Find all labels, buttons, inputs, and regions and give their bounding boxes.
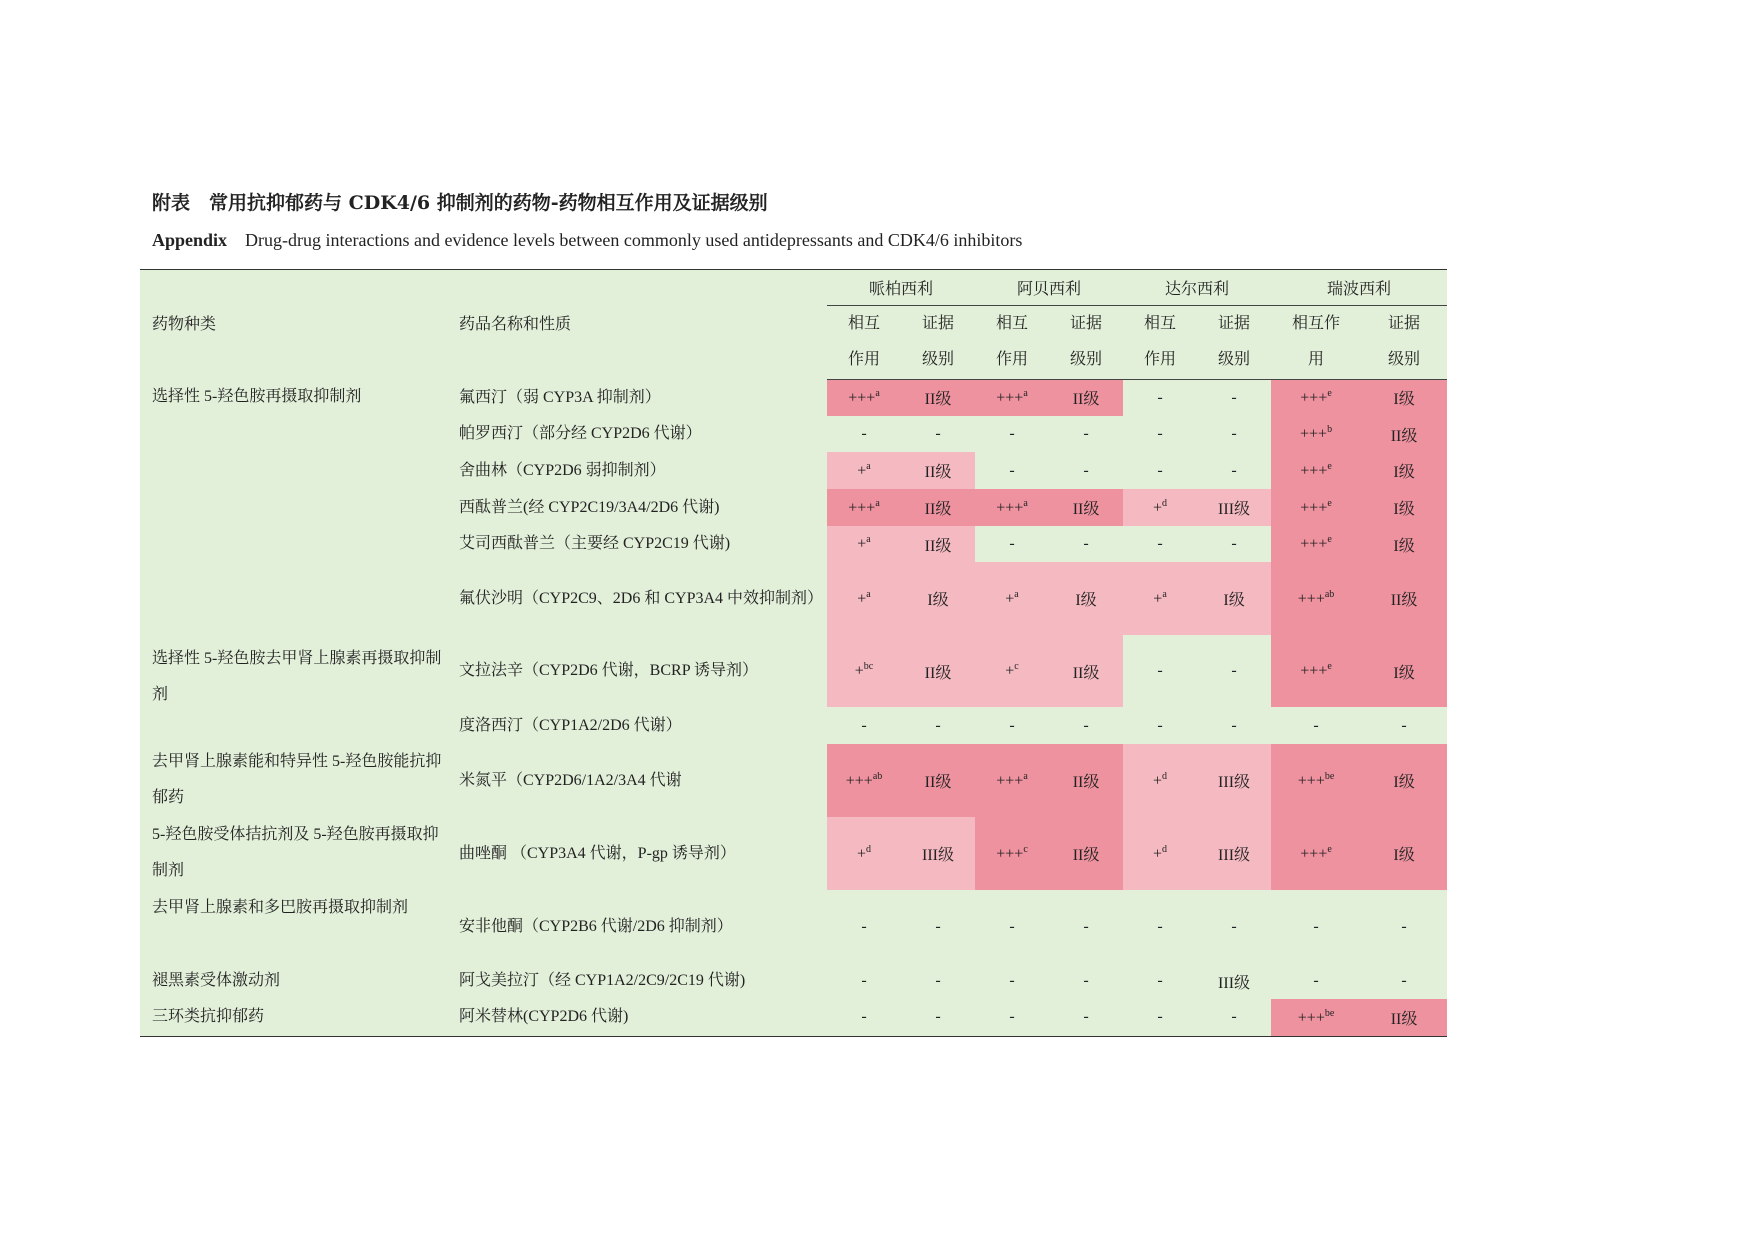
drug-name-cell: 西酞普兰(经 CYP2C19/3A4/2D6 代谢) xyxy=(451,489,827,526)
category-cell: 去甲肾上腺素能和特异性 5-羟色胺能抗抑郁药 xyxy=(140,744,451,817)
interaction-cell: +++$^a$ xyxy=(975,744,1049,817)
interaction-cell: +++$^a$ xyxy=(827,379,901,416)
interaction-cell: - xyxy=(1271,890,1361,963)
evidence-cell: II级 xyxy=(901,526,975,562)
subheader-interaction-2: 作用 xyxy=(827,342,901,379)
drug-name-cell: 阿米替林(CYP2D6 代谢) xyxy=(451,999,827,1036)
interaction-cell: +++$^e$ xyxy=(1271,489,1361,526)
interaction-cell: - xyxy=(1123,452,1197,489)
interaction-cell: +++$^{be}$ xyxy=(1271,999,1361,1036)
interaction-cell: - xyxy=(975,890,1049,963)
table-row xyxy=(140,635,1447,707)
interaction-cell: - xyxy=(1123,963,1197,999)
table-row xyxy=(140,999,1447,1036)
interaction-cell: - xyxy=(1123,890,1197,963)
interaction-cell: +$^a$ xyxy=(827,562,901,635)
interaction-cell: +$^{bc}$ xyxy=(827,635,901,707)
interaction-cell: - xyxy=(1271,707,1361,744)
evidence-cell: - xyxy=(1197,635,1271,707)
interaction-cell: - xyxy=(827,890,901,963)
interaction-cell: +$^a$ xyxy=(1123,562,1197,635)
subheader-interaction: 相互 xyxy=(1123,306,1197,343)
drug-name-cell: 氟西汀（弱 CYP3A 抑制剂） xyxy=(451,379,827,416)
interaction-cell: - xyxy=(1123,707,1197,744)
interaction-cell: +$^a$ xyxy=(975,562,1049,635)
drug-name-cell: 文拉法辛（CYP2D6 代谢，BCRP 诱导剂） xyxy=(451,635,827,707)
subheader-evidence-2: 级别 xyxy=(1049,342,1123,379)
category-cell: 褪黑素受体激动剂 xyxy=(140,963,451,999)
interaction-cell: - xyxy=(1123,635,1197,707)
evidence-cell: III级 xyxy=(1197,489,1271,526)
drug-name-cell: 安非他酮（CYP2B6 代谢/2D6 抑制剂） xyxy=(451,890,827,963)
subheader-interaction-2: 作用 xyxy=(975,342,1049,379)
interaction-cell: - xyxy=(827,707,901,744)
evidence-cell: II级 xyxy=(901,489,975,526)
evidence-cell: - xyxy=(901,707,975,744)
evidence-cell: I级 xyxy=(1361,817,1447,890)
evidence-cell: - xyxy=(901,963,975,999)
interaction-table xyxy=(140,269,1447,1037)
evidence-cell: II级 xyxy=(1049,489,1123,526)
interaction-cell: - xyxy=(975,999,1049,1036)
table-row xyxy=(140,744,1447,817)
subheader-evidence: 证据 xyxy=(901,306,975,343)
evidence-cell: II级 xyxy=(1049,744,1123,817)
evidence-cell: II级 xyxy=(1361,416,1447,452)
drug-name-cell: 帕罗西汀（部分经 CYP2D6 代谢） xyxy=(451,416,827,452)
drug-name-cell: 舍曲林（CYP2D6 弱抑制剂） xyxy=(451,452,827,489)
interaction-cell: - xyxy=(975,416,1049,452)
drug-name-cell: 阿戈美拉汀（经 CYP1A2/2C9/2C19 代谢) xyxy=(451,963,827,999)
evidence-cell: I级 xyxy=(1049,562,1123,635)
interaction-cell: +++$^e$ xyxy=(1271,817,1361,890)
category-cell: 5-羟色胺受体拮抗剂及 5-羟色胺再摄取抑制剂 xyxy=(140,817,451,890)
interaction-cell: +++$^e$ xyxy=(1271,379,1361,416)
subheader-evidence: 证据 xyxy=(1049,306,1123,343)
table-body xyxy=(140,379,1447,1036)
drug-name-cell: 氟伏沙明（CYP2C9、2D6 和 CYP3A4 中效抑制剂） xyxy=(451,562,827,635)
category-cell: 选择性 5-羟色胺再摄取抑制剂 xyxy=(140,379,451,635)
evidence-cell: II级 xyxy=(901,379,975,416)
interaction-cell: +$^d$ xyxy=(827,817,901,890)
drug-name-cell: 艾司西酞普兰（主要经 CYP2C19 代谢) xyxy=(451,526,827,562)
evidence-cell: III级 xyxy=(1197,817,1271,890)
interaction-cell: +$^a$ xyxy=(827,526,901,562)
interaction-cell: - xyxy=(1271,963,1361,999)
interaction-cell: +++$^e$ xyxy=(1271,452,1361,489)
subheader-interaction: 相互 xyxy=(827,306,901,343)
evidence-cell: II级 xyxy=(901,635,975,707)
evidence-cell: - xyxy=(1197,707,1271,744)
evidence-cell: - xyxy=(1049,416,1123,452)
evidence-cell: - xyxy=(1197,999,1271,1036)
evidence-cell: - xyxy=(1197,890,1271,963)
evidence-cell: - xyxy=(1361,890,1447,963)
interaction-cell: - xyxy=(975,526,1049,562)
interaction-cell: +$^d$ xyxy=(1123,489,1197,526)
interaction-cell: +++$^a$ xyxy=(975,489,1049,526)
appendix-caption: Drug-drug interactions and evidence levels between commonly used antidepressants and CDK4/6 inhibitors xyxy=(245,230,1023,250)
evidence-cell: I级 xyxy=(1361,489,1447,526)
evidence-cell: I级 xyxy=(1361,379,1447,416)
table-title-cn: 附表 常用抗抑郁药与 CDK4/6 抑制剂的药物-药物相互作用及证据级别 xyxy=(152,192,768,214)
header-drug-name: 药品名称和性质 xyxy=(451,270,827,380)
subheader-evidence-2: 级别 xyxy=(1197,342,1271,379)
subheader-evidence: 证据 xyxy=(1197,306,1271,343)
evidence-cell: I级 xyxy=(1361,744,1447,817)
evidence-cell: - xyxy=(1049,999,1123,1036)
evidence-cell: - xyxy=(1049,890,1123,963)
interaction-cell: - xyxy=(1123,379,1197,416)
subheader-interaction: 相互作 xyxy=(1271,306,1361,343)
interaction-cell: +$^d$ xyxy=(1123,817,1197,890)
evidence-cell: I级 xyxy=(1361,452,1447,489)
interaction-cell: - xyxy=(1123,416,1197,452)
evidence-cell: - xyxy=(1049,707,1123,744)
interaction-cell: +++$^e$ xyxy=(1271,526,1361,562)
evidence-cell: III级 xyxy=(901,817,975,890)
table-row xyxy=(140,890,1447,963)
interaction-cell: - xyxy=(975,707,1049,744)
table-row xyxy=(140,817,1447,890)
subheader-evidence-2: 级别 xyxy=(901,342,975,379)
evidence-cell: II级 xyxy=(1049,817,1123,890)
subheader-interaction: 相互 xyxy=(975,306,1049,343)
evidence-cell: - xyxy=(1197,526,1271,562)
interaction-cell: +++$^e$ xyxy=(1271,635,1361,707)
evidence-cell: III级 xyxy=(1197,963,1271,999)
evidence-cell: I级 xyxy=(1361,526,1447,562)
interaction-cell: - xyxy=(1123,999,1197,1036)
interaction-cell: - xyxy=(827,999,901,1036)
header-ribociclib: 瑞波西利 xyxy=(1271,270,1447,306)
subheader-evidence-2: 级别 xyxy=(1361,342,1447,379)
evidence-cell: - xyxy=(901,890,975,963)
evidence-cell: - xyxy=(1197,379,1271,416)
evidence-cell: II级 xyxy=(1361,999,1447,1036)
interaction-cell: +$^d$ xyxy=(1123,744,1197,817)
interaction-cell: +$^a$ xyxy=(827,452,901,489)
interaction-cell: +++$^{ab}$ xyxy=(1271,562,1361,635)
table-row xyxy=(140,379,1447,416)
evidence-cell: II级 xyxy=(901,744,975,817)
interaction-cell: - xyxy=(827,963,901,999)
interaction-cell: +++$^c$ xyxy=(975,817,1049,890)
interaction-cell: +$^c$ xyxy=(975,635,1049,707)
evidence-cell: II级 xyxy=(1049,379,1123,416)
evidence-cell: - xyxy=(1197,416,1271,452)
evidence-cell: I级 xyxy=(1361,635,1447,707)
interaction-cell: - xyxy=(827,416,901,452)
interaction-cell: +++$^a$ xyxy=(975,379,1049,416)
evidence-cell: II级 xyxy=(1049,635,1123,707)
header-abemaciclib: 阿贝西利 xyxy=(975,270,1123,306)
evidence-cell: - xyxy=(901,999,975,1036)
evidence-cell: - xyxy=(1049,452,1123,489)
subheader-interaction-2: 作用 xyxy=(1123,342,1197,379)
evidence-cell: II级 xyxy=(901,452,975,489)
evidence-cell: - xyxy=(1049,526,1123,562)
evidence-cell: I级 xyxy=(1197,562,1271,635)
interaction-cell: +++$^{ab}$ xyxy=(827,744,901,817)
interaction-cell: - xyxy=(975,452,1049,489)
category-cell: 去甲肾上腺素和多巴胺再摄取抑制剂 xyxy=(140,890,451,963)
evidence-cell: I级 xyxy=(901,562,975,635)
drug-name-cell: 米氮平（CYP2D6/1A2/3A4 代谢 xyxy=(451,744,827,817)
subheader-interaction-2: 用 xyxy=(1271,342,1361,379)
table-header xyxy=(140,270,1447,380)
evidence-cell: - xyxy=(1049,963,1123,999)
evidence-cell: III级 xyxy=(1197,744,1271,817)
subheader-evidence: 证据 xyxy=(1361,306,1447,343)
interaction-cell: +++$^{be}$ xyxy=(1271,744,1361,817)
interaction-table-container xyxy=(140,269,1447,1042)
appendix-label: Appendix xyxy=(152,230,228,250)
interaction-cell: +++$^b$ xyxy=(1271,416,1361,452)
evidence-cell: - xyxy=(1197,452,1271,489)
category-cell: 选择性 5-羟色胺去甲肾上腺素再摄取抑制剂 xyxy=(140,635,451,744)
category-cell: 三环类抗抑郁药 xyxy=(140,999,451,1036)
table-title-en xyxy=(152,230,1022,251)
table-row xyxy=(140,963,1447,999)
evidence-cell: - xyxy=(1361,963,1447,999)
evidence-cell: - xyxy=(901,416,975,452)
drug-name-cell: 度洛西汀（CYP1A2/2D6 代谢） xyxy=(451,707,827,744)
evidence-cell: II级 xyxy=(1361,562,1447,635)
header-drug-class: 药物种类 xyxy=(140,270,451,380)
header-dalpiciclib: 达尔西利 xyxy=(1123,270,1271,306)
drug-name-cell: 曲唑酮 （CYP3A4 代谢，P-gp 诱导剂） xyxy=(451,817,827,890)
header-palbociclib: 哌柏西利 xyxy=(827,270,975,306)
interaction-cell: - xyxy=(975,963,1049,999)
interaction-cell: - xyxy=(1123,526,1197,562)
interaction-cell: +++$^a$ xyxy=(827,489,901,526)
evidence-cell: - xyxy=(1361,707,1447,744)
